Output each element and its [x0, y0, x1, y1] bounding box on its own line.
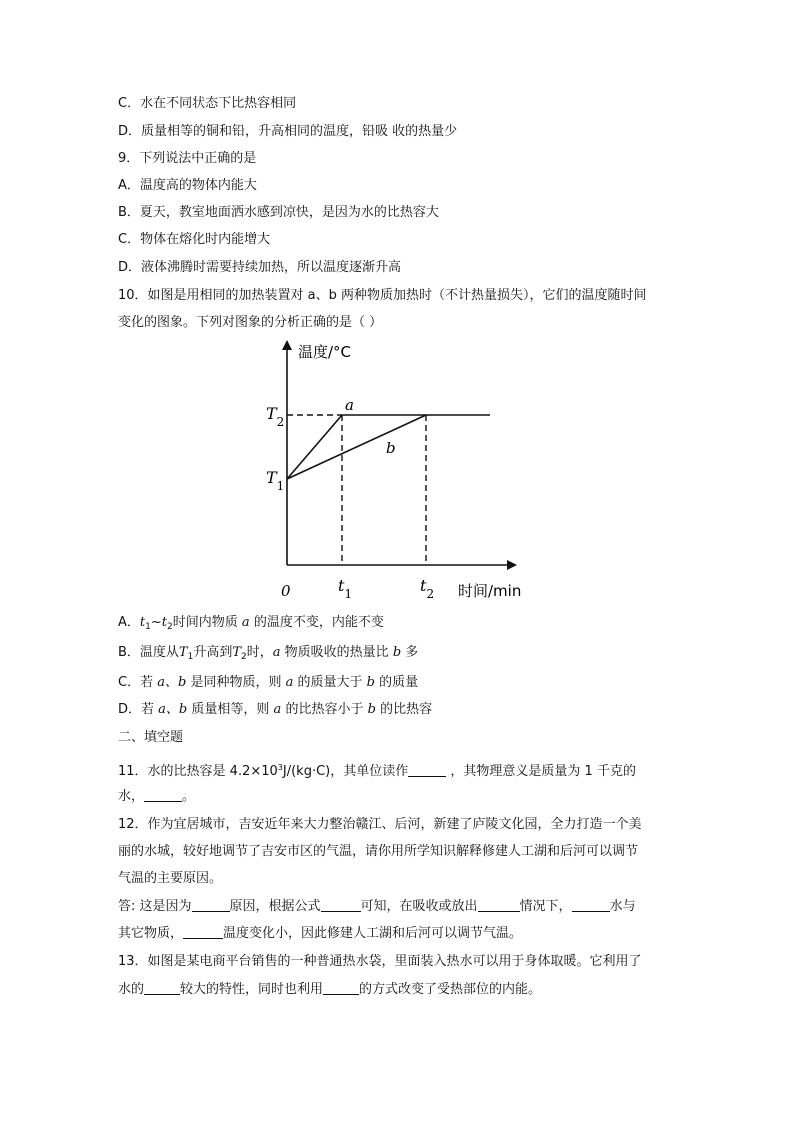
q11-blank-2[interactable] [144, 789, 182, 802]
q12-answer-line1: 答: 这是因为 原因，根据公式 可知，在吸收或放出 情况下， 水与 [118, 899, 636, 914]
q12-blank-2[interactable] [321, 899, 361, 912]
series-b-label: b [386, 439, 396, 457]
q8-option-d: D．质量相等的铜和铅，升高相同的温度，铅吸 收的热量少 [118, 124, 458, 139]
q12-line1: 12．作为宜居城市，吉安近年来大力整治赣江、后河，新建了庐陵文化园，全力打造一个美 [118, 817, 642, 832]
q9-stem: 9．下列说法中正确的是 [118, 151, 257, 166]
series-b-line [287, 415, 426, 479]
q12-blank-3[interactable] [478, 899, 520, 912]
origin-label: 0 [281, 582, 291, 600]
y-axis-label: 温度/°C [298, 343, 352, 361]
q10-option-b: B．温度从$T_1$升高到$T_2$时，a 物质吸收的热量比 b 多 [118, 645, 419, 662]
x-tick-t1: $t_1$ [338, 576, 353, 601]
series-a-label: a [345, 396, 354, 414]
q12-blank-1[interactable] [192, 899, 230, 912]
q10-option-a: A．$t_1\sim t_2$时间内物质 a 的温度不变，内能不变 [118, 615, 384, 632]
q10-option-d: D．若 a、b 质量相等，则 a 的比热容小于 b 的比热容 [118, 702, 433, 717]
q10-stem-line2: 变化的图象。下列对图象的分析正确的是（ ） [118, 315, 383, 330]
x-axis-label: 时间/min [458, 582, 522, 600]
q9-option-d: D．液体沸腾时需要持续加热，所以温度逐渐升高 [118, 260, 402, 275]
y-tick-T1: $T_1$ [266, 468, 285, 493]
q12-line2: 丽的水城，较好地调节了吉安市区的气温，请你用所学知识解释修建人工湖和后河可以调节 [118, 844, 639, 859]
x-tick-t2: $t_2$ [420, 576, 435, 601]
q13-line1: 13．如图是某电商平台销售的一种普通热水袋，里面装入热水可以用于身体取暖。它利用了 [118, 954, 642, 969]
y-tick-T2: $T_2$ [266, 404, 285, 429]
q9-option-c: C．物体在熔化时内能增大 [118, 232, 271, 247]
q11-line2: 水， 。 [118, 789, 196, 804]
q10-stem-line1: 10．如图是用相同的加热装置对 a、b 两种物质加热时（不计热量损失），它们的温度随时间 [118, 288, 647, 303]
q13-line2: 水的 较大的特性，同时也利用 的方式改变了受热部位的内能。 [118, 982, 542, 997]
q13-blank-2[interactable] [323, 982, 359, 995]
temperature-time-chart [250, 335, 550, 605]
q13-blank-1[interactable] [144, 982, 180, 995]
q12-blank-4[interactable] [572, 899, 610, 912]
q12-line3: 气温的主要原因。 [118, 871, 223, 886]
q12-answer-line2: 其它物质， 温度变化小，因此修建人工湖和后河可以调节气温。 [118, 926, 523, 941]
q11-blank-1[interactable] [408, 764, 446, 777]
q12-blank-5[interactable] [183, 926, 223, 939]
q8-option-c: C．水在不同状态下比热容相同 [118, 96, 297, 111]
q11-line1: 11．水的比热容是 $4.2\times 10^3J/(kg\cdot C)$，其单位读作 ，其物理意义是质量为 1 千克的 [118, 763, 636, 779]
section-title-fill-in: 二、填空题 [118, 730, 184, 745]
q9-option-b: B．夏天，教室地面洒水感到凉快，是因为水的比热容大 [118, 205, 439, 220]
q10-option-c: C．若 a、b 是同种物质，则 a 的质量大于 b 的质量 [118, 675, 419, 690]
q9-option-a: A．温度高的物体内能大 [118, 178, 257, 193]
